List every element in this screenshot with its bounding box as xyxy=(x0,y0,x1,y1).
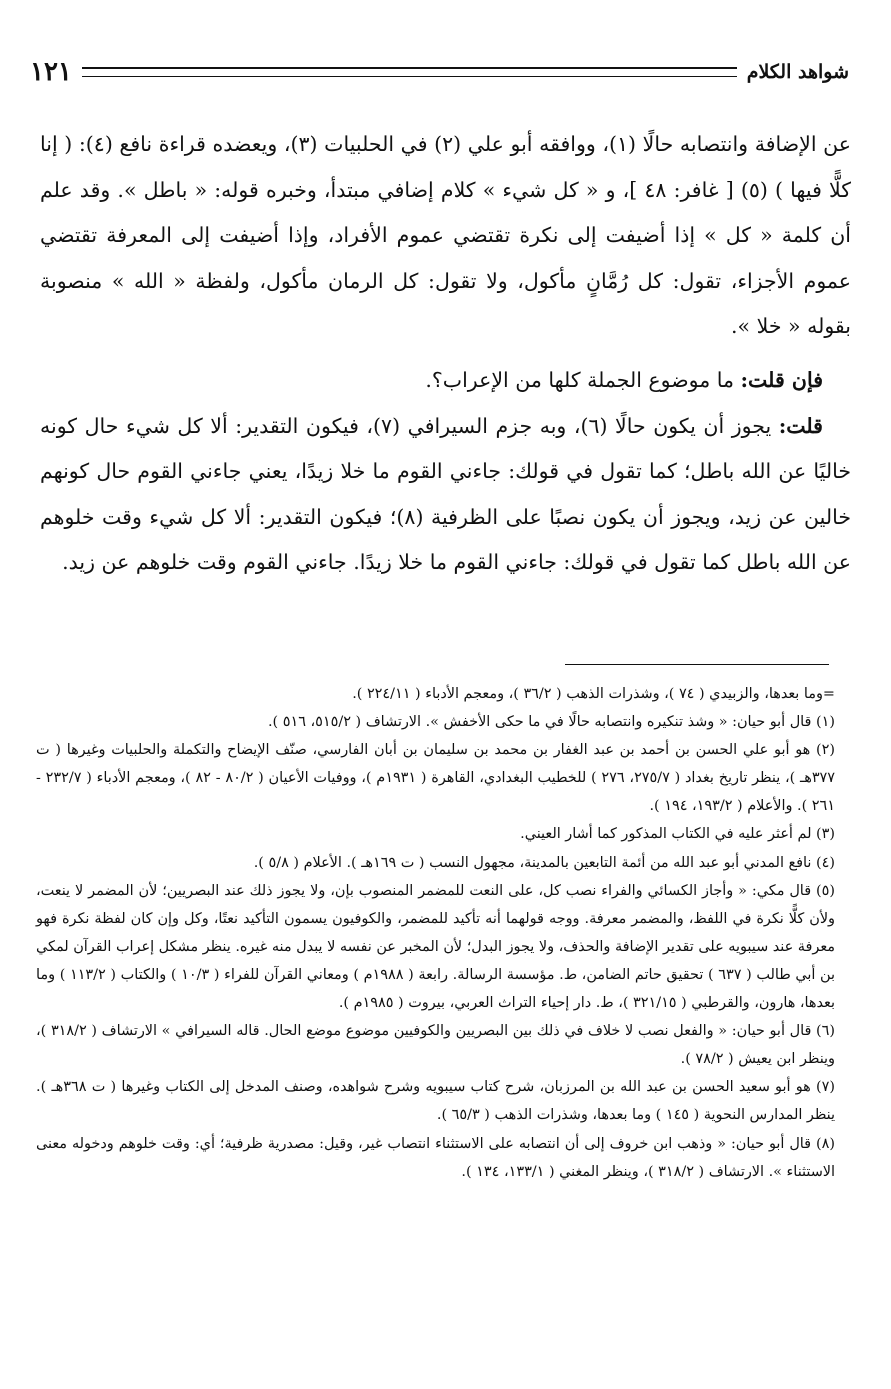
question-text: ما موضوع الجملة كلها من الإعراب؟. xyxy=(425,367,741,392)
footnotes xyxy=(36,680,835,1186)
footnote-7: (٧) هو أبو سعيد الحسن بن عبد الله بن المرزبان، شرح كتاب سيبويه وشرح شواهده، وصنف المدخل إلى الكتاب وغيرها ( ت ٣٦٨هـ ). ينظر المدارس النحوية ( ١٤٥ ) وما بعدها، وشذرات الذهب ( ٦٥/٣ ). xyxy=(36,1079,835,1124)
footnote-4: (٤) نافع المدني أبو عبد الله من أئمة التابعين بالمدينة، مجهول النسب ( ت ١٦٩هـ ). الأعلام ( ٥/٨ ). xyxy=(253,854,835,871)
paragraph-1: عن الإضافة وانتصابه حالًا (١)، ووافقه أبو علي (٢) في الحلبيات (٣)، ويعضده قراءة نافع (٤): ( إنا كلًّا فيها ) (٥) [ غافر: ٤٨ ]، و « كل شيء » كلام إضافي مبتدأ، وخبره قوله: « باطل ». وقد علم أن كلمة « كل » إذا أضيفت إلى نكرة تقتضي عموم الأفراد، وإذا أضيفت إلى المعرفة تقتضي عموم الأجزاء، تقول: كل رُمَّانٍ مأكول، ولا تقول: كل الرمان مأكول، ولفظة « الله » منصوبة بقوله « خلا ». xyxy=(40,132,852,339)
answer-label: قلت: xyxy=(778,413,823,438)
question-paragraph xyxy=(40,358,851,404)
answer-paragraph xyxy=(40,404,851,586)
main-text xyxy=(40,122,851,586)
footnote-8: (٨) قال أبو حيان: « وذهب ابن خروف إلى أن انتصابه على الاستثناء انتصاب غير، وقيل: مصدرية ظرفية؛ أي: وقت خلوهم ودخوله معنى الاستثناء ». الارتشاف ( ٣١٨/٢ )، وينظر المغني ( ١٣٣/١، ١٣٤ ). xyxy=(36,1135,835,1180)
footnote-1: (١) قال أبو حيان: « وشذ تنكيره وانتصابه حالًا في ما حكى الأخفش ». الارتشاف ( ٥١٥/٢، ٥١٦ ). xyxy=(267,714,835,731)
footnote-3: (٣) لم أعثر عليه في الكتاب المذكور كما أشار العيني. xyxy=(520,826,835,843)
header-rule xyxy=(82,67,737,77)
footnote-separator xyxy=(565,664,829,665)
footnote-continuation: =وما بعدها، والزبيدي ( ٧٤ )، وشذرات الذهب ( ٣٦/٢ )، ومعجم الأدباء ( ٢٢٤/١١ ). xyxy=(352,686,835,702)
question-label: فإن قلت: xyxy=(740,367,823,392)
answer-text: يجوز أن يكون حالًا (٦)، وبه جزم السيرافي (٧)، فيكون التقدير: ألا كل شيء حال كونه خاليًا عن الله باطل؛ كما تقول في قولك: جاءني القوم ما خلا زيدًا، يعني جاءني القوم حال كونهم خالين عن زيد، ويجوز أن يكون نصبًا على الظرفية (٨)؛ فيكون التقدير: ألا كل شيء وقت خلوهم عن الله باطل كما تقول في قولك: جاءني القوم ما خلا زيدًا. جاءني القوم وقت خلوهم عن زيد. xyxy=(40,413,851,575)
header-title: شواهد الكلام xyxy=(746,61,849,83)
footnote-6: (٦) قال أبو حيان: « والفعل نصب لا خلاف في ذلك بين البصريين والكوفيين موضوع موضع الحال. قاله السيرافي » الارتشاف ( ٣١٨/٢ )، وينظر ابن يعيش ( ٧٨/٢ ). xyxy=(36,1023,835,1068)
footnote-5: (٥) قال مكي: « وأجاز الكسائي والفراء نصب كل، على النعت للمضمر المنصوب بإن، ولا يجوز ذلك عند البصريين؛ لأن المضمر لا ينعت، ولأن كلًّا نكرة في اللفظ، والمضمر معرفة. ووجه قولهما أنه تأكيد للمضمر، والكوفيون يسمون التأكيد نعتًا، وكل وإن كان لفظة نكرة فهو معرفة عند سيبويه على تقدير الإضافة والحذف، ولا يجوز البدل؛ لأن المخبر عن نفسه لا يبدل منه غيره. ينظر مشكل إعراب القرآن لمكي بن أبي طالب ( ٦٣٧ ) تحقيق حاتم الضامن، ط. مؤسسة الرسالة. رابعة ( ١٩٨٨م ) ومعاني القرآن للفراء ( ١٠/٣ ) والكتاب ( ١١٣/٢ ) وما بعدها، هارون، والقرطبي ( ٣٢١/١٥ )، ط. دار إحياء التراث العربي، بيروت ( ١٩٨٥م ). xyxy=(36,882,835,1012)
footnote-2: (٢) هو أبو علي الحسن بن أحمد بن عبد الغفار بن محمد بن سليمان بن أبان الفارسي، صنّف الإيضاح والتكملة والحلبيات وغيرها ( ت ٣٧٧هـ )، ينظر تاريخ بغداد ( ٢٧٥/٧، ٢٧٦ ) للخطيب البغدادي، القاهرة ( ١٩٣١م )، ووفيات الأعيان ( ٨٠/٢ - ٨٢ )، ومعجم الأدباء ( ٢٣٢/٧ - ٢٦١ ). والأعلام ( ١٩٣/٢، ١٩٤ ). xyxy=(36,742,836,815)
page-number: ١٢١ xyxy=(30,57,72,87)
running-header xyxy=(30,52,849,92)
